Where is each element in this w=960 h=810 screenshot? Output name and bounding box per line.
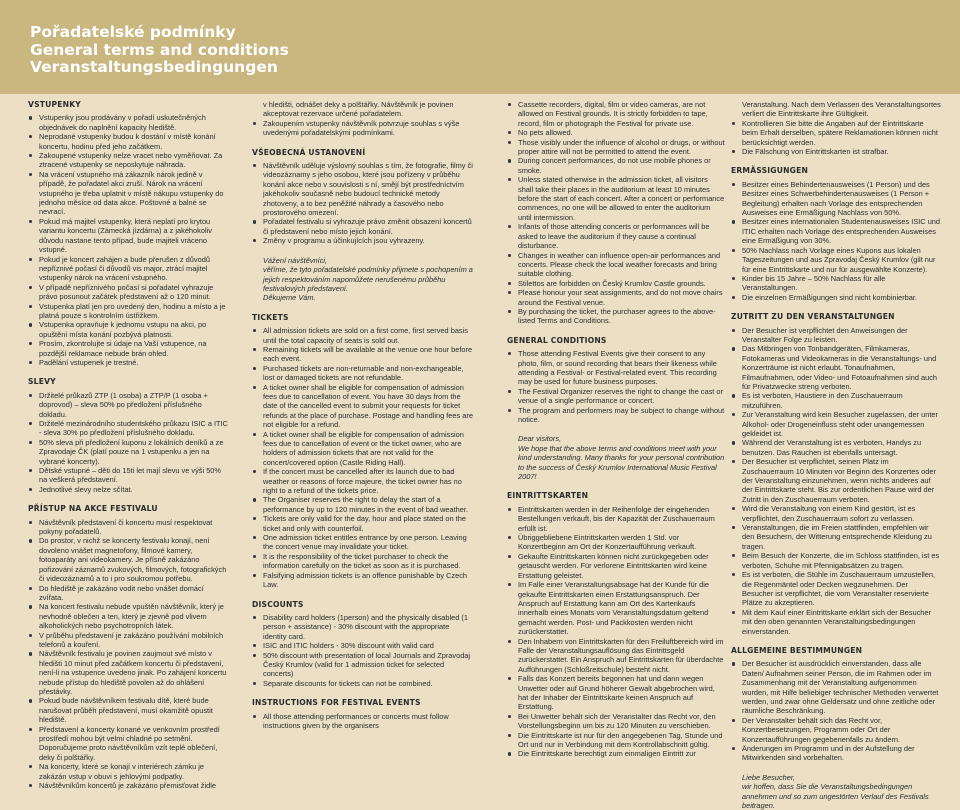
list-item: Im Falle einer Veranstaltungsabsage hat der Kunde für die gekaufte Eintrittskarten einen Erstattungsanspruch. Der Anspruch auf Erstattung kann am Ort des Kartenkaufs innerhalb eines Monats vom Veranstaltungsdatum geltend gemacht werden. Post- und Packkosten werden nicht zurückerstattet.: [507, 580, 725, 636]
title-de: Veranstaltungsbedingungen: [30, 58, 278, 76]
title-cz: Pořadatelské podmínky: [30, 23, 236, 41]
heading-ermassigungen: ERMÄSSIGUNGEN: [731, 166, 809, 176]
list-item: Eintrittskarten werden in der Reihenfolge der eingehenden Bestellungen verkauft, bis der Kapazität der Zuschauerraum erfüllt ist.: [507, 505, 725, 533]
column-czech: [28, 100, 228, 791]
heading-general: GENERAL CONDITIONS: [507, 335, 607, 345]
list-item: Die Eintrittskarte berechtigt zum einmaligen Eintritt zur: [507, 749, 725, 758]
thanks-line: Děkujeme Vám.: [263, 293, 316, 303]
heading-vstupenky: VSTUPENKY: [28, 100, 81, 109]
list-item: Der Veranstalter behält sich das Recht vor, Konzertbesetzungen, Programm oder Ort der Konzertaufführungen gegebenenfalls zu ändern.: [731, 716, 941, 744]
list-item: Changes in weather can influence open-air performances and concerts. Please check the local weather forecasts and bring suitable clothing.: [507, 251, 725, 279]
list-item: The program and performers may be subject to change without notice.: [507, 406, 725, 425]
list-ermassigungen: [731, 180, 941, 302]
list-item: Zakoupené vstupenky nelze vracet nebo vyměňovat. Za ztracené vstupenky se neposkytuje náhrada.: [28, 151, 228, 170]
heading-zutritt: ZUTRITT ZU DEN VERANSTALTUNGEN: [731, 312, 895, 322]
list-item: 50% discount with presentation of local Journals and Zpravodaj Český Krumlov (valid for 1 admission ticket for selected concerts): [252, 651, 474, 679]
heading-slevy: SLEVY: [28, 377, 56, 387]
list-item: V průběhu představení je zakázáno používání mobilních telefonů a kouření.: [28, 631, 228, 650]
list-item: Pokud má majitel vstupenky, která neplatí pro krytou variantu koncertu (Zámecká jízdárna) a z jakéhokoliv důvodu nastane tento případ, bude majiteli vráceno vstupné.: [28, 217, 228, 255]
heading-instructions: INSTRUCTIONS FOR FESTIVAL EVENTS: [252, 698, 421, 708]
thanks-line: We hope that the above terms and conditions meet with your kind understanding. Many thanks for your personal contribution to the success of Český Krumlov International Music Festival 2007!: [518, 443, 725, 482]
heading-pristup: PŘÍSTUP NA AKCE FESTIVALU: [28, 504, 158, 514]
list-item: Návštěvníkům koncertů je zakázáno přemisťovat židle: [28, 781, 228, 790]
list-item: 50% Nachlass nach Vorlage eines Kupons aus lokalen Tageszeitungen und aus Zpravodaj Český Krumlov (gilt nur für eine Eintrittskarte und nur für ausgewählte Konzerte).: [731, 246, 941, 274]
list-instructions: [252, 712, 474, 731]
list-item: 50% sleva při předložení kuponu z lokálních deníků a ze Zpravodaje ČK (platí pouze na 1 vstupenku a jen na vybrané koncerty).: [28, 438, 228, 466]
list-item: Infants of those attending concerts or performances will be asked to leave the auditorium if they cause a continual disturbance.: [507, 222, 725, 250]
list-item: Neprodané vstupenky budou k dostání v místě konání koncertu, hodinu před jeho začátkem.: [28, 132, 228, 151]
list-item: ISIC and ITIC holders - 30% discount with valid card: [252, 641, 474, 650]
list-item: Die Eintrittskarte ist nur für den angegebenen Tag, Stunde und Ort und nur in Verbindung mit dem Kontrollabschnitt gültig.: [507, 731, 725, 750]
list-item: Besitzer eines Behindertenausweises (1 Person) und des Besitzer eines Schwerbehindertenausweises (1 Person + Begleitung) erhalten nach Vorlage des entsprechenden Ausweises eine Ermäßigung Nachlass von 50%.: [731, 180, 941, 218]
thanks-line: wir hoffen, dass Sie die Veranstaltungsbedingungen annehmen und so zum ungestörten Verlauf des Festivals beitragen.: [742, 782, 929, 810]
list-item: Während der Veranstaltung ist es verboten, Handys zu benutzen. Das Rauchen ist ebenfalls untersagt.: [731, 438, 941, 457]
thanks-line: Dear visitors,: [518, 434, 562, 444]
list-item: Na vrácení vstupného má zákazník nárok jedině v případě, že pořadatel akci zruší. Nárok na vrácení vstupného je třeba uplatnit v místě nákupu vstupenky do jednoho měsíce od data akce. Poštovné a balné se nevrací.: [28, 170, 228, 217]
list-item: Držitelé průkazů ZTP (1 osoba) a ZTP/P (1 osoba + doprovod) – sleva 50% po předložení příslušného dokladu.: [28, 391, 228, 419]
list-item: Veranstaltungen, die im Freien stattfinden, empfehlen wir den Besuchern, der Witterung entsprechende Kleidung zu tragen.: [731, 523, 941, 551]
thanks-line: věříme, že tyto pořadatelské podmínky přijmete s pochopením a jejich respektováním napomůžete nerušenému průběhu festivalových představení.: [263, 265, 473, 293]
list-item: Separate discounts for tickets can not be combined.: [252, 679, 474, 688]
column-german: [731, 100, 941, 810]
list-item: Návštěvník uděluje výslovný souhlas s tím, že fotografie, filmy či videozáznamy s jeho osobou, které jsou pořízeny v průběhu konání akce nebo v souvislosti s ní, smějí být prostředníctvím jakéhokoliv současně nebo budoucí technické metody zhotoveny, a to bez peněžité náhrady a časového nebo prostorového omezení.: [252, 161, 474, 217]
list-item: Falls das Konzert bereits begonnen hat und dann wegen Unwetter oder auf Grund höherer Gewalt abgebrochen wird, hat der Inhaber der Eintrittskarte keinen Anspruch auf Erstattung.: [507, 674, 725, 712]
page-title: [30, 24, 289, 77]
list-item: No pets allowed.: [507, 128, 725, 137]
list-item: V případě nepříznivého počasí si pořadatel vyhrazuje právo posunout začátek představení až o 120 minut.: [28, 283, 228, 302]
list-top: [252, 119, 474, 138]
list-item: Unless stated otherwise in the admission ticket, all visitors shall take their places in the auditorium at least 10 minutes before the start of each concert. After a concert or performance commences, no one will be allowed to enter the auditorium until intermission.: [507, 175, 725, 222]
list-item: Wird die Veranstaltung von einem Kind gestört, ist es verpflichtet, den Zuschauerraum sofort zu verlassen.: [731, 504, 941, 523]
list-continued: [731, 100, 941, 119]
list-item: Die Fälschung von Eintrittskarten ist strafbar.: [731, 147, 941, 156]
list-item: Stilettos are forbidden on Český Krumlov Castle grounds.: [507, 279, 725, 288]
list-item: Übriggebliebene Eintrittskarten werden 1 Std. vor Konzertbeginn am Ort der Konzertaufführung verkauft.: [507, 533, 725, 552]
list-item: All those attending performances or concerts must follow instructions given by the organisers: [252, 712, 474, 731]
list-item: Představení a koncerty konané ve venkovním prostředí prostředí mohou být velmi chladné po setmění. Doporučujeme proto návštěvníkům vzít teplé oblečení, deky či polštářky.: [28, 725, 228, 763]
list-item: Disability card holders (1person) and the physically disabled (1 person + assistance) - 30% discount with the appropriate identity card.: [252, 613, 474, 641]
list-tickets: [252, 326, 474, 589]
list-item: Veranstaltung. Nach dem Verlassen des Veranstaltungsortes verliert die Eintrittskarte ihre Gültigkeit.: [742, 100, 941, 119]
list-discounts: [252, 613, 474, 688]
list-item: Gekaufte Eintrittskarten können nicht zurückgegeben oder getauscht werden. Für verlorene Eintrittskarten wird keine Erstattung geleistet.: [507, 552, 725, 580]
column-english-german: [507, 100, 725, 759]
list-item: Návštěvník festivalu je povinen zaujmout své místo v hledišti 10 minut před začátkem koncertu či představení, není-li na vstupence uvedeno jinak. Po zahájení koncertu nebude přístup do hlediště povolen až do ohlášení přestávky.: [28, 649, 228, 696]
list-item: Änderungen im Programm und in der Aufstellung der Mitwirkenden sind vorbehalten.: [731, 744, 941, 763]
list-item: Na koncert festivalu nebude vpuštěn návštěvník, který je nevhodně oblečen a ten, který je zjevně pod vlivem alkoholických nebo psychotropních látek.: [28, 602, 228, 630]
list-item: Remaining tickets will be available at the venue one hour before each event.: [252, 345, 474, 364]
list-item: Beim Besuch der Konzerte, die im Schloss stattfinden, ist es verboten, Schuhe mit Pfennigabsätzen zu tragen.: [731, 551, 941, 570]
list-continued: [252, 100, 474, 119]
list-item: Der Besucher ist verpflichtet den Anweisungen der Veranstalter Folge zu leisten.: [731, 326, 941, 345]
list-item: Das Mitbringen von Tonbandgeräten, Filmkameras, Fotokameras und Videokameras in die Veranstaltungs- und Konzerträume ist nicht erlaubt. Tonaufnahmen, Filmaufnahmen, oder Video- und Fotoaufnahmen sind auch für Privatzwecke streng verboten.: [731, 344, 941, 391]
list-item: Die einzelnen Ermäßigungen sind nicht kombinierbar.: [731, 293, 941, 302]
list-item: Změny v programu a účinkujících jsou vyhrazeny.: [252, 236, 474, 245]
heading-discounts: DISCOUNTS: [252, 599, 304, 609]
list-item: A ticket owner shall be eligible for compensation of admission fees due to cancellation of event. You have 30 days from the date of the cancelled event to submit your requests for ticket refunds at the place of purchase. Postage and handling fees are not eligible for a refund.: [252, 383, 474, 430]
list-item: Zakoupením vstupenky návštěvník potvrzuje souhlas s výše uvedenými pořadatelskými podmínkami.: [252, 119, 474, 138]
list-item: Návštěvník představení či koncertu musí respektovat pokyny pořadatelů.: [28, 518, 228, 537]
column-czech-english: [252, 100, 474, 730]
list-item: Na koncerty, které se konají v interiérech zámku je zakázán vstup v obuvi s jehlovými podpatky.: [28, 762, 228, 781]
list-item: Zur Veranstaltung wird kein Besucher zugelassen, der unter Alkohol- oder Drogeneinfluss steht oder unangemessen gekleidet ist.: [731, 410, 941, 438]
list-allgemein: [731, 659, 941, 762]
list-item: Padělání vstupenek je trestné.: [28, 358, 228, 367]
list-item: If the concert must be cancelled after its launch due to bad weather or reasons of force majeure, the ticket owner has no right to a refund of the tickets price.: [252, 467, 474, 495]
list-item: Es ist verboten, Haustiere in den Zuschauerraum mitzuführen.: [731, 391, 941, 410]
list-item: During concert performances, do not use mobile phones or smoke.: [507, 156, 725, 175]
list-item: Dětské vstupné – děti do 15ti let mají slevu ve výši 50% na veškerá představení.: [28, 466, 228, 485]
thanks-german: [731, 773, 941, 810]
list-item: Pořadatel festivalu si vyhrazuje právo změnit obsazení koncertů či představení nebo místo jejich konání.: [252, 217, 474, 236]
list-item: One admission ticket entitles entrance by one person. Leaving the concert venue may invalidate your ticket.: [252, 533, 474, 552]
list-slevy: [28, 391, 228, 494]
heading-allgemein: ALLGEMEINE BESTIMMUNGEN: [731, 645, 863, 655]
list-item: Bei Unwetter behält sich der Veranstalter das Recht vor, den Vorstellungsbeginn um bis zu 120 Minuten zu verschieben.: [507, 712, 725, 731]
list-item: Es ist verboten, die Stühle im Zuschauerraum umzustellen, die Regenmäntel oder Decken wegzunehmen. Der Besucher ist verpflichtet, die vom Veranstalter reservierte Plätze zu akzeptieren.: [731, 570, 941, 608]
heading-upozorneni: VŠEOBECNÁ USTANOVENÍ: [252, 147, 366, 157]
list-zutritt: [731, 326, 941, 636]
list-top: [731, 119, 941, 157]
list-pristup: [28, 518, 228, 791]
heading-tickets: TICKETS: [252, 312, 289, 322]
list-item: Falsifying admission tickets is an offence punishable by Czech Law.: [252, 571, 474, 590]
list-item: All admission tickets are sold on a first come, first served basis until the total capacity of seats is sold out.: [252, 326, 474, 345]
list-item: Do hlediště je zakázáno vodit nebo vnášet domácí zvířata.: [28, 584, 228, 603]
list-item: Those attending Festival Events give their consent to any photo, film, or sound recording that bears their likeness while attending a Festival- or Festival-related event. This recording may be used for future business purposes.: [507, 349, 725, 387]
list-item: It is the responsibility of the ticket purchaser to check the information carefully on the ticket as soon as it is purchased.: [252, 552, 474, 571]
list-item: Please honour your seat assignments, and do not move chairs around the Festival venue.: [507, 288, 725, 307]
list-item: Vstupenka platí jen pro uvedený den, hodinu a místo a je platná pouze s kontrolním ústřižkem.: [28, 302, 228, 321]
thanks-english: [507, 434, 725, 481]
list-item: Cassette recorders, digital, film or video cameras, are not allowed on Festival grounds. It is strictly forbidden to tape, record, film or photograph the Festival for private use.: [507, 100, 725, 128]
list-item: Den Inhabern von Eintrittskarten für den Freiluftbereich wird im Falle der Veranstaltungsauflösung das Eintrittsgeld zurückerstattet. Ein Anspruch auf Eintrittskarten für überdachte Aufführungen (Schloßreitschule) besteht nicht.: [507, 637, 725, 675]
list-item: Držitelé mezinárodního studentského průkazu ISIC a ITIC - sleva 30% po předložení příslušného dokladu.: [28, 419, 228, 438]
list-item: Pokud bude návštěvníkem festivalu dítě, které bude narušovat průběh představení, musí okamžitě opustit hlediště.: [28, 696, 228, 724]
thanks-line: Vážení návštěvníci,: [263, 255, 328, 265]
list-item: By purchasing the ticket, the purchaser agrees to the above-listed Terms and Conditions.: [507, 307, 725, 326]
list-general: [507, 349, 725, 424]
list-item: The Organiser reserves the right to delay the start of a performance by up to 120 minutes in the event of bad weather.: [252, 495, 474, 514]
list-item: A ticket owner shall be eligible for compensation of admission fees due to cancellation of event or the ticket owner, who are holders of admission tickets that are not valid for the concert/covered option (Castle Riding Hall).: [252, 430, 474, 468]
list-item: Purchased tickets are non-returnable and non-exchangeable, lost or damaged tickets are not refundable.: [252, 364, 474, 383]
list-item: Prosím, zkontrolujte si údaje na Vaší vstupence, na pozdější reklamace nebude brán ohled.: [28, 339, 228, 358]
list-item: Mit dem Kauf einer Eintrittskarte erklärt sich der Besucher mit den oben genannten Veranstaltungsbedingungen einverstanden.: [731, 608, 941, 636]
list-upozorneni: [252, 161, 474, 246]
title-en: General terms and conditions: [30, 40, 289, 59]
heading-eintritt: EINTRITTSKARTEN: [507, 491, 589, 501]
list-eintritt: [507, 505, 725, 759]
list-item: Der Besucher ist verpflichtet, seinen Platz im Zuschauerraum 10 Minuten vor Beginn des Konzertes oder der Veranstaltung einzunehmen, wenn nichts anderes auf der Eintrittskarte steht. Bis zur ordentlichen Pause wird der Zutritt in den Zuschauerraum verboten.: [731, 457, 941, 504]
list-item: Jednotlivé slevy nelze sčítat.: [28, 485, 228, 494]
list-item: Besitzer eines internationalen Studentenausweises ISIC und ITIC erhalten nach Vorlage des entsprechenden Ausweises eine Ermäßigung von 30%.: [731, 217, 941, 245]
list-item: Vstupenky jsou prodávány v pořadí uskutečněných objednávek do naplnění kapacity hlediště.: [28, 113, 228, 132]
list-top: [507, 100, 725, 326]
thanks-line: Liebe Besucher,: [742, 772, 796, 782]
list-item: Der Besucher ist ausdrücklich einverstanden, dass alle Daten/ Aufnahmen seiner Person, die im Rahmen oder im Zusammenhang mit der Veranstaltung aufgenommen wurden, mit Hilfe beliebiger technischer Methoden verwertet werden, und zwar ohne Geldersatz und ohne zeitliche oder räumliche Beschränkung.: [731, 659, 941, 715]
list-item: Pokud je koncert zahájen a bude přerušen z důvodů nepříznivé počasí či důvodů vis major, ztrácí majitel vstupenky nárok na vrácení vstupného.: [28, 255, 228, 283]
list-item: Tickets are only valid for the day, hour and place stated on the ticket and only with counterfoil.: [252, 514, 474, 533]
list-item: Kinder bis 15 Jahre – 50% Nachlass für alle Veranstaltungen.: [731, 274, 941, 293]
list-item: The Festival Organizer reserves the right to change the cast or venue of a single performance or concert.: [507, 387, 725, 406]
list-item: Do prostor, v nichž se koncerty festivalu konají, není dovoleno vnášet magnetofony, filmové kamery, fotoaparáty ani videokamery. Je přísně zakázáno pořizování záznamů zvukových, filmových, fotografických či videozáznamů a to i pro soukromou potřebu.: [28, 536, 228, 583]
list-item: Kontrollieren Sie bitte die Angaben auf der Eintrittskarte beim Erhalt derselben, spätere Reklamationen können nicht berücksichtigt werden.: [731, 119, 941, 147]
header-banner: [0, 0, 960, 94]
list-item: v hledišti, odnášet deky a polštářky. Návštěvník je povinen akceptovat rezervace určené pořadatelem.: [263, 100, 454, 119]
list-item: Those visibly under the influence of alcohol or drugs, or without proper attire will not be permitted to attend the event.: [507, 138, 725, 157]
thanks-czech: [252, 256, 474, 303]
list-vstupenky: [28, 113, 228, 367]
list-item: Vstupenka opravňuje k jednomu vstupu na akci, po opuštění místa konání pozbývá platnosti.: [28, 320, 228, 339]
